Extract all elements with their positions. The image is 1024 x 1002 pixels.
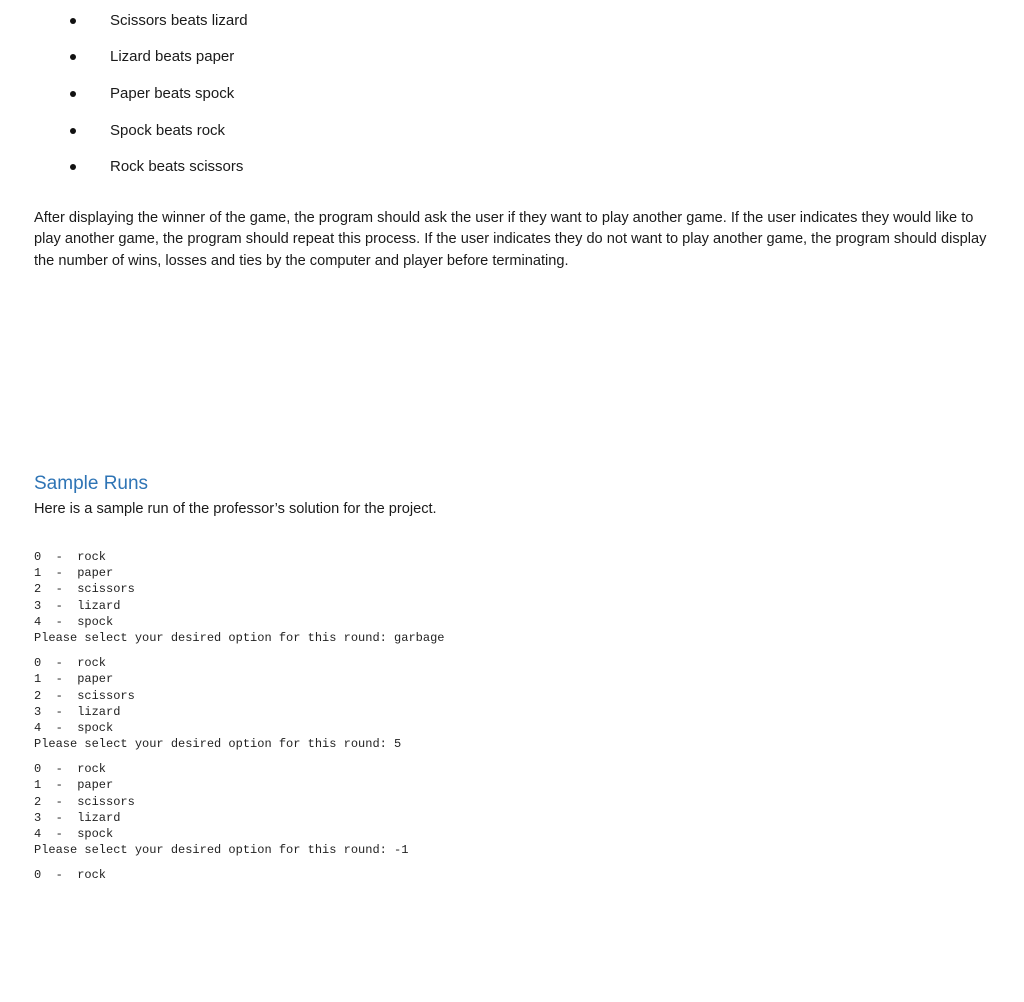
console-block [34,655,994,752]
menu-line: 0 - rock [34,656,107,671]
bullet-icon [70,91,76,97]
menu-line: 0 - rock [34,868,107,883]
rule-text: Paper beats spock [110,85,235,102]
menu-line: 3 - lizard [34,810,121,825]
rule-text: Spock beats rock [110,122,226,139]
menu-line: 2 - scissors [34,794,135,809]
rule-text: Rock beats scissors [110,158,244,175]
menu-line: 3 - lizard [34,598,121,613]
list-item [0,9,1024,33]
rule-text: Scissors beats lizard [110,12,248,29]
console-block [34,549,994,646]
menu-line: 1 - paper [34,778,114,793]
bullet-icon [70,54,76,60]
bullet-icon [70,164,76,170]
prompt-line: Please select your desired option for this round: -1 [34,843,409,858]
menu-line: 0 - rock [34,762,107,777]
console-block [34,867,994,883]
list-item [0,82,1024,106]
bullet-icon [70,18,76,24]
instructions-paragraph: After displaying the winner of the game, the program should ask the user if they want to play another game. If the user indicates they would like to play another game, the program should repeat this process. If the user indicates they do not want to play another game, the program should display the number of wins, losses and ties by the computer and player before terminating. [34,209,987,269]
sample-run-output [34,549,994,893]
menu-line: 4 - spock [34,720,114,735]
prompt-line: Please select your desired option for this round: garbage [34,630,445,645]
rule-text: Lizard beats paper [110,48,235,65]
list-item [0,155,1024,179]
console-block [34,761,994,858]
menu-line: 2 - scissors [34,582,135,597]
menu-line: 1 - paper [34,672,114,687]
section-heading: Sample Runs [34,473,149,494]
menu-line: 4 - spock [34,614,114,629]
menu-line: 1 - paper [34,566,114,581]
menu-line: 3 - lizard [34,704,121,719]
prompt-line: Please select your desired option for this round: 5 [34,737,402,752]
list-item [0,119,1024,143]
bullet-icon [70,128,76,134]
list-item [0,45,1024,69]
menu-line: 0 - rock [34,550,107,564]
menu-line: 2 - scissors [34,688,135,703]
section-intro: Here is a sample run of the professor’s solution for the project. [34,501,437,517]
menu-line: 4 - spock [34,827,114,841]
